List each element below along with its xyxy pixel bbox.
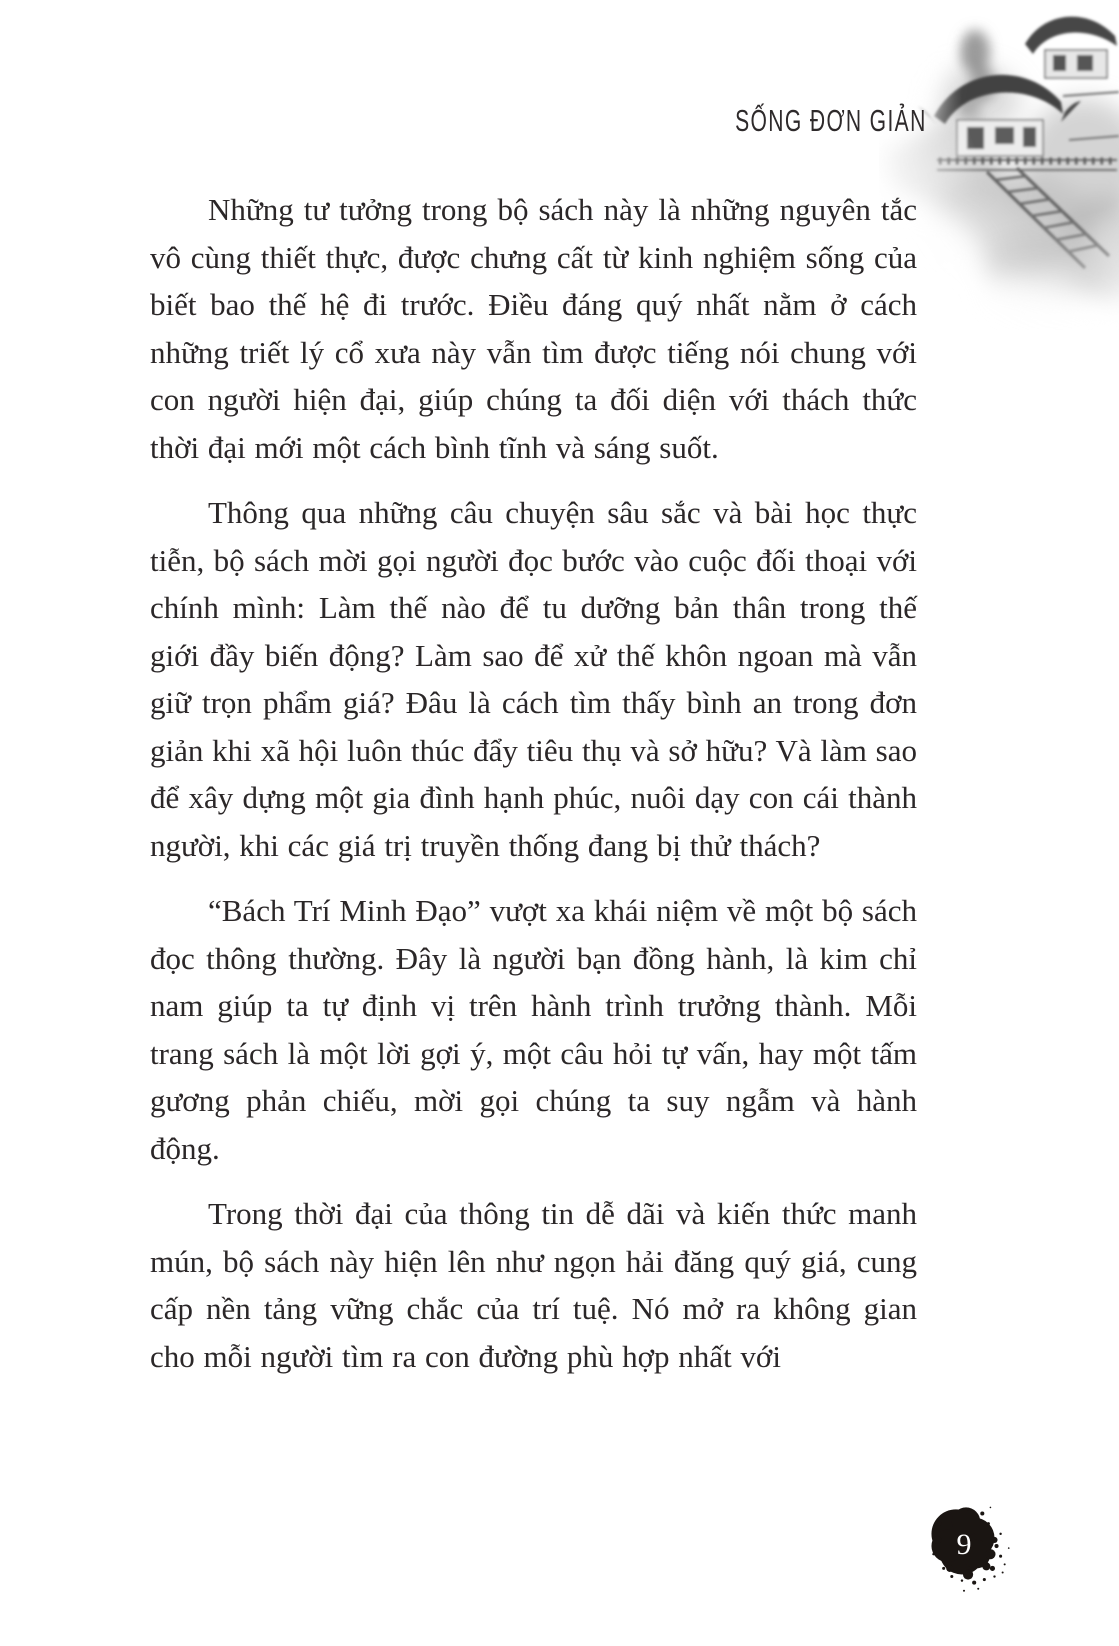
page-number-ink-blot bbox=[903, 1483, 1025, 1605]
paragraph-1: Những tư tưởng trong bộ sách này là những nguyên tắc vô cùng thiết thực, được chưng cất từ kinh nghiệm sống của biết bao thế hệ đi trước. Điều đáng quý nhất nằm ở cách những triết lý cổ xưa này vẫn tìm được tiếng nói chung với con người hiện đại, giúp chúng ta đối diện với thách thức thời đại mới một cách bình tĩnh và sáng suốt. bbox=[150, 192, 917, 465]
paragraph-4: Trong thời đại của thông tin dễ dãi và kiến thức manh mún, bộ sách này hiện lên như ngọn hải đăng quý giá, cung cấp nền tảng vững chắc của trí tuệ. Nó mở ra không gian cho mỗi người tìm ra con đường phù hợp nhất với bbox=[150, 1196, 917, 1374]
page-number: 9 bbox=[956, 1528, 972, 1561]
running-header-title: SỐNG ĐƠN GIẢN bbox=[735, 103, 927, 138]
paragraph-2: Thông qua những câu chuyện sâu sắc và bài học thực tiễn, bộ sách mời gọi người đọc bước vào cuộc đối thoại với chính mình: Làm thế nào để tu dưỡng bản thân trong thế giới đầy biến động? Làm sao để xử thế khôn ngoan mà vẫn giữ trọn phẩm giá? Đâu là cách tìm thấy bình an trong đơn giản khi xã hội luôn thúc đẩy tiêu thụ và sở hữu? Và làm sao để xây dựng một gia đình hạnh phúc, nuôi dạy con cái thành người, khi các giá trị truyền thống đang bị thử thách? bbox=[150, 495, 917, 863]
paragraph-3: “Bách Trí Minh Đạo” vượt xa khái niệm về một bộ sách đọc thông thường. Đây là người bạn đồng hành, là kim chỉ nam giúp ta tự định vị trên hành trình trưởng thành. Mỗi trang sách là một lời gợi ý, một câu hỏi tự vấn, hay một tấm gương phản chiếu, mời gọi chúng ta suy ngẫm và hành động. bbox=[150, 893, 917, 1166]
running-header bbox=[645, 103, 927, 139]
page-body bbox=[150, 186, 917, 1398]
